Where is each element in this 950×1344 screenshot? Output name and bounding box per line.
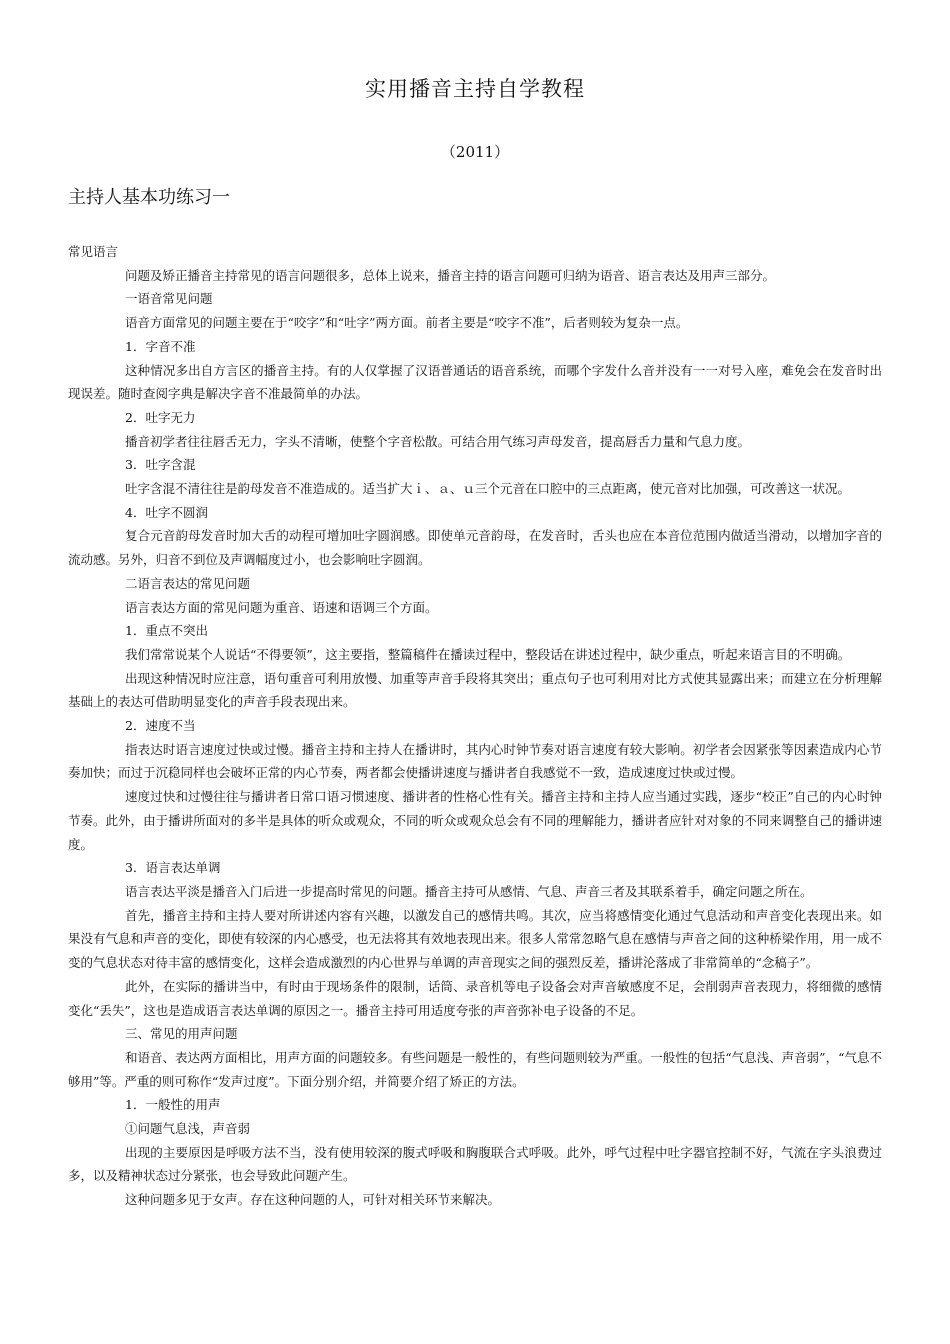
paragraph: 和语音、表达两方面相比，用声方面的问题较多。有些问题是一般性的，有些问题则较为严重。一般性的包括“气息浅、声音弱”，“气息不够用”等。严重的则可称作“发声过度”。下面分别介绍，并简要介绍了矫正的方法。 <box>68 1049 882 1089</box>
paragraph: 出现的主要原因是呼吸方法不当，没有使用较深的腹式呼吸和胸腹联合式呼吸。此外，呼气过程中吐字器官控制不好，气流在字头浪费过多，以及精神状态过分紧张，也会导致此问题产生。 <box>68 1144 882 1184</box>
heading-item: 3．吐字含混 <box>125 457 196 473</box>
paragraph: 速度过快和过慢往往与播讲者日常口语习惯速度、播讲者的性格心性有关。播音主持和主持人应当通过实践，逐步“校正”自己的内心时钟节奏。此外，由于播讲所面对的多半是具体的听众或观众，不同的听众或观众总会有不同的理解能力，播讲者应针对对象的不同来调整自己的播讲速度。 <box>68 789 882 852</box>
document-title: 实用播音主持自学教程 <box>365 77 585 101</box>
paragraph: 吐字含混不清往往是韵母发音不准造成的。适当扩大ｉ、ａ、ｕ三个元音在口腔中的三点距离，使元音对比加强，可改善这一状况。 <box>125 481 851 497</box>
heading-pronunciation-problems: 一语音常见问题 <box>125 291 213 307</box>
paragraph: 播音初学者往往唇舌无力，字头不清晰，使整个字音松散。可结合用气练习声母发音，提高唇舌力量和气息力度。 <box>125 433 751 449</box>
paragraph: 这种情况多出自方言区的播音主持。有的人仅掌握了汉语普通话的语音系统，而哪个字发什么音并没有一一对号入座，难免会在发音时出现误差。随时查阅字典是解决字音不准最简单的办法。 <box>68 362 882 402</box>
document-body <box>68 240 882 1212</box>
paragraph: 出现这种情况时应注意，语句重音可利用放慢、加重等声音手段将其突出；重点句子也可利用对比方式使其显露出来；而建立在分析理解基础上的表达可借助明显变化的声音手段表现出来。 <box>68 670 882 710</box>
heading-item: 2．吐字无力 <box>125 409 196 425</box>
section-heading: 主持人基本功练习一 <box>68 187 230 208</box>
paragraph: 语言表达方面的常见问题为重音、语速和语调三个方面。 <box>125 599 438 615</box>
heading-item: 4．吐字不圆润 <box>125 504 208 520</box>
paragraph: 复合元音韵母发音时加大舌的动程可增加吐字圆润感。即使单元音韵母，在发音时，舌头也应在本音位范围内做适当滑动，以增加字音的流动感。另外，归音不到位及声调幅度过小，也会影响吐字圆润。 <box>68 528 882 568</box>
heading-item: 2．速度不当 <box>125 718 196 734</box>
heading-item: 1．字音不准 <box>125 338 196 354</box>
paragraph: 语音方面常见的问题主要在于“咬字”和“吐字”两方面。前者主要是“咬字不准”，后者则较为复杂一点。 <box>125 315 689 331</box>
heading-subitem: ①问题气息浅，声音弱 <box>125 1121 251 1137</box>
heading-expression-problems: 二语言表达的常见问题 <box>125 575 251 591</box>
heading-item: 3．语言表达单调 <box>125 860 221 876</box>
heading-item: 1．重点不突出 <box>125 623 208 639</box>
paragraph: 指表达时语言速度过快或过慢。播音主持和主持人在播讲时，其内心时钟节奏对语言速度有较大影响。初学者会因紧张等因素造成内心节奏加快；而过于沉稳同样也会破坏正常的内心节奏，两者都会使播讲速度与播讲者自我感觉不一致，造成速度过快或过慢。 <box>68 741 882 781</box>
paragraph: 这种问题多见于女声。存在这种问题的人，可针对相关环节来解决。 <box>125 1192 501 1208</box>
heading-voice-problems: 三、常见的用声问题 <box>125 1026 238 1042</box>
paragraph-intro: 问题及矫正播音主持常见的语言问题很多，总体上说来，播音主持的语言问题可归纳为语音、语言表达及用声三部分。 <box>125 267 776 283</box>
paragraph: 首先，播音主持和主持人要对所讲述内容有兴趣，以激发自己的感情共鸣。其次，应当将感情变化通过气息活动和声音变化表现出来。如果没有气息和声音的变化，即使有较深的内心感受，也无法将其有效地表现出来。很多人常常忽略气息在感情与声音之间的这种桥梁作用，用一成不变的气息状态对待丰富的感情变化，这样会造成激烈的内心世界与单调的声音现实之间的强烈反差，播讲沦落成了非常简单的“念稿子”。 <box>68 907 882 971</box>
document-year: （2011） <box>440 143 510 161</box>
paragraph: 我们常常说某个人说话“不得要领”，这主要指，整篇稿件在播读过程中，整段话在讲述过程中，缺少重点，听起来语言目的不明确。 <box>125 646 851 662</box>
subsection-label: 常见语言 <box>68 244 119 259</box>
paragraph: 此外，在实际的播讲当中，有时由于现场条件的限制，话筒、录音机等电子设备会对声音敏感度不足，会削弱声音表现力，将细微的感情变化“丢失”，这也是造成语言表达单调的原因之一。播音主持可用适度夸张的声音弥补电子设备的不足。 <box>68 978 882 1018</box>
paragraph: 语言表达平淡是播音入门后进一步提高时常见的问题。播音主持可从感情、气息、声音三者及其联系着手，确定问题之所在。 <box>125 883 813 899</box>
heading-item: 1．一般性的用声 <box>125 1097 221 1113</box>
